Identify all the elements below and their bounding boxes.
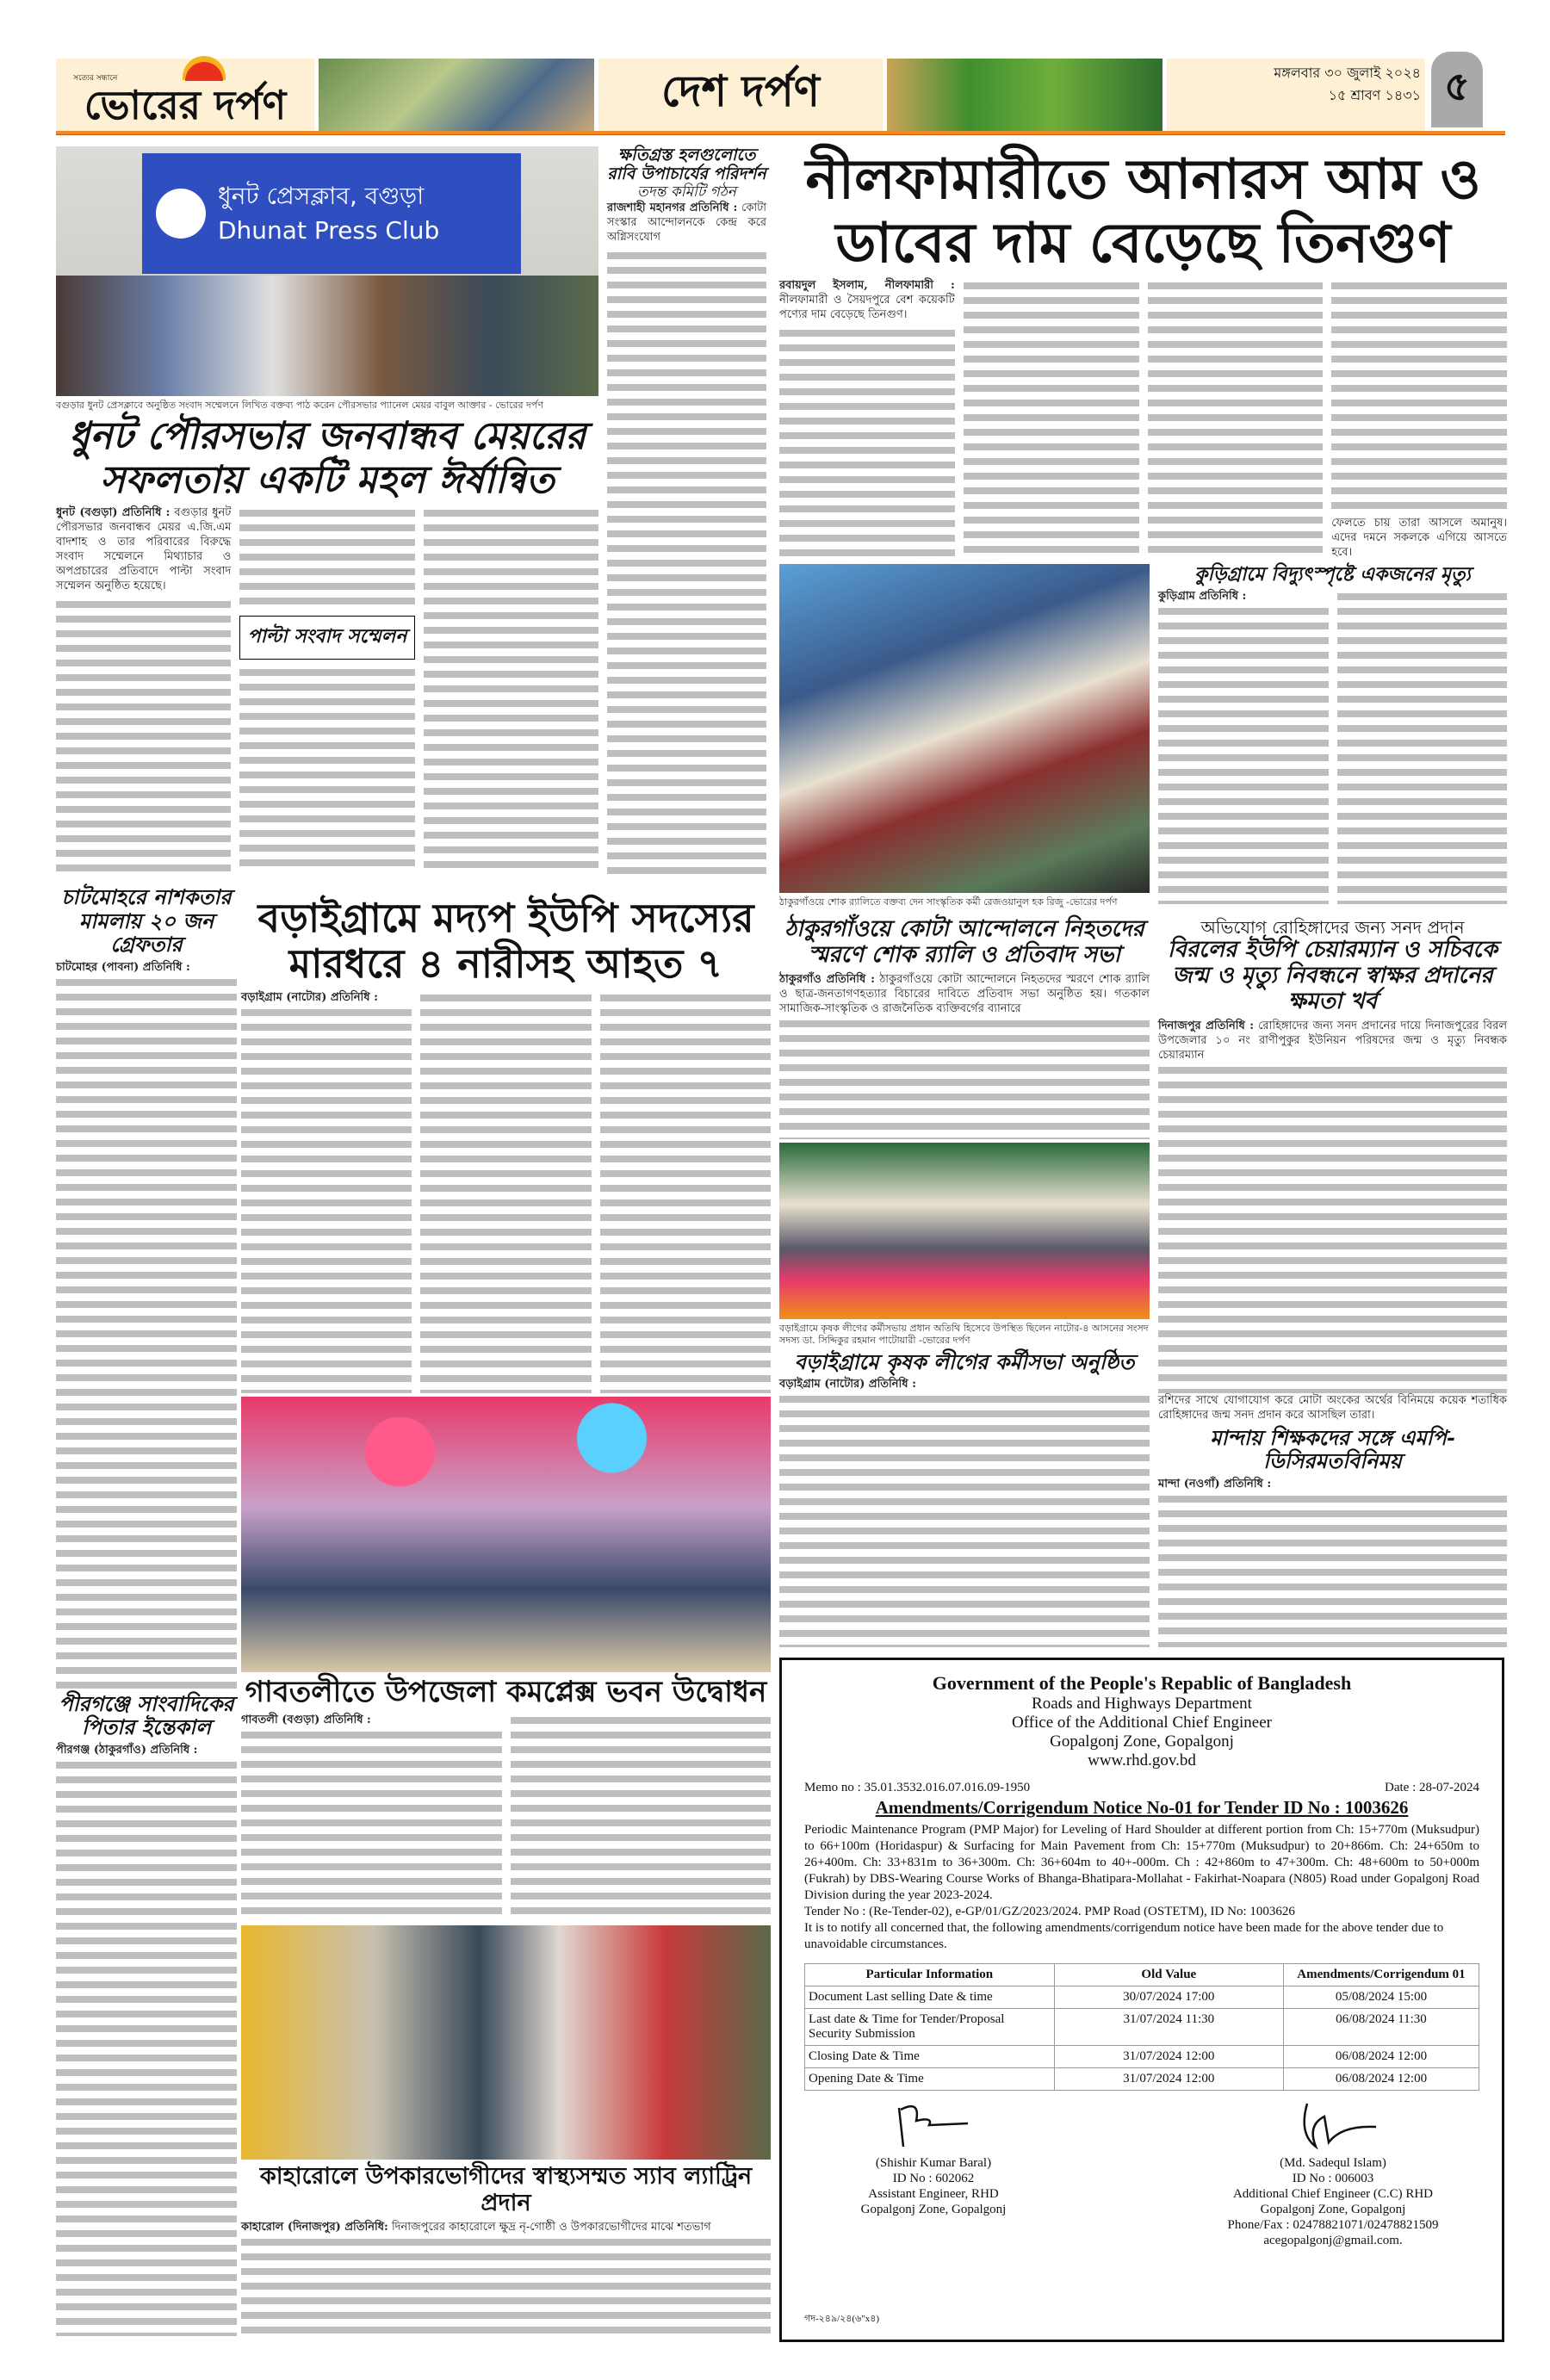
table-row: Closing Date & Time 31/07/2024 12:00 06/08/2024 12:00 [805,2046,1479,2068]
kaharole-body [241,2234,771,2336]
thakurgaon-rally-photo [779,564,1150,893]
gabtali-headline[interactable]: গাবতলীতে উপজেলা কমপ্লেক্স ভবন উদ্বোধন [245,1674,767,1709]
notice-email[interactable]: acegopalgonj@gmail.com. [1263,2234,1403,2247]
left-narrow-column: চাটমোহরে নাশকতার মামলায় ২০ জন গ্রেফতার চাটমোহর (পাবনা) প্রতিনিধি : পীরগঞ্জে সাংবাদিকের পিতার ইন্তেকাল পীরগঞ্জ (ঠাকুরগাঁও) প্রতিনিধি : [56,885,237,2336]
rabi-body-text [607,248,766,874]
gabtali-body-col1 [241,1727,502,1922]
chatmohar-body [56,975,237,1689]
kaharole-headline[interactable]: কাহারোলে উপকারভোগীদের স্বাস্থ্যসম্মত স্যাব ল্যাট্রিন প্রদান [259,2163,753,2217]
kurigram-headline[interactable]: কুড়িগ্রামে বিদ্যুৎস্পৃষ্টে একজনের মৃত্যু [1194,563,1471,586]
krishak-body [779,1391,1150,1647]
thakurgaon-krishak-column: ঠাকুরগাঁওয়ে কোটা আন্দোলনে নিহতদের স্মরণে শোক র‍্যালি ও প্রতিবাদ সভা ঠাকুরগাঁও প্রতিনিধি : ঠাকুরগাঁওয়ে কোটা আন্দোলনে নিহতদের স্মরণে শোক র‍্যালি ও ছাত্র-জনতাগণহত্যার বিচারের দাবিতে প্রতিবাদ সভা অনুষ্ঠিত হয়। গতকাল সামাজিক-সাংস্কৃতিক ও রাজনৈতিক ব্যক্তিবর্গের ব্যানারে বড়াইগ্রামে কৃষক লীগের কর্মীসভায় প্রধান অতিথি হিসেবে উপস্থিত ছিলেন নাটোর-৪ আসনের সংসদ সদস্য ডা. সিদ্দিকুর রহমান পাটোয়ারী -ভোরের দর্পণ বড়াইগ্রামে কৃষক লীগের কর্মীসভা অনুষ্ঠিত বড়াইগ্রাম (নাটোর) প্রতিনিধি : [779,917,1150,1647]
signer-additional-chief-engineer: (Md. Sadequl Islam) ID No : 006003 Additional Chief Engineer (C.C) RHD Gopalgonj Zone, Gopalgonj Phone/Fax : 02478821071/02478821509 acegopalgonj@gmail.com. [1187,2099,1479,2248]
chatmohar-headline[interactable]: চাটমোহরে নাশকতার মামলায় ২০ জন গ্রেফতার [61,884,232,958]
tender-notice: Government of the People's Repablic of Bangladesh Roads and Highways Department Office of the Additional Chief Engineer Gopalgonj Zone, Gopalgonj www.rhd.gov.bd Memo no : 35.01.3532.016.07.016.09-1950 Date : 28-07-2024 Amendments/Corrigendum Notice No-01 for Tender ID No : 1003626 Periodic Maintenance Program (PMP Major) for Leveling of Hard Shoulder at different portion from Ch: 15+770m (Muksudpur) to 66+100m (Horidaspur) & Surfacing for Main Pavement from Ch: 15+770m (Muksudpur) to 20+866m. Ch: 24+650m to 26+400m. Ch: 33+831m to 36+300m. Ch: 36+604m to 40+-000m. Ch : 42+860m to 47+300m. Ch: 48+600m to 50+000m (Fukrah) by DBS-Wearing Course Works of Bhanga-Bhatipara-Mollahat - Fakirhat-Noapara (N805) Road under Gopalgonj Road Division during the year 2023-2024. Tender No : (Re-Tender-02), e-GP/01/GZ/2023/2024. PMP Road (OSTETM), ID No: 1003626 It is to notify all concerned that, the following amendments/corrigendum notice have been made for the above tender due to unavoidable circumstances. Particular Information Old Value Amendments/Corrigendum 01 Document Last selling Date & time 30/07/2024 17:00 05/08/2024 15:00 Last date & Time for Tender/Proposal Security Submission 31/07/2024 11:30 06/08/2024 11:30 Closing Date & Time 31/07/2024 12:00 06/08/2024 12:00 Opening Date & Time 31/07/2024 12:00 06/08/2024 12:00 (Shishir Kumar Baral) ID No : 602062 Assistant Engineer, RHD Gopalgonj Zone, Gopalgonj (Md. Sadequl Islam) ID No : 006003 Additional Chief Engineer (C.C) RHD Gopalgonj Zone, Gopalgonj Phone/Fax : 02478821071/02478821509 acegopalgonj@gmail.com. গদ-২৪৯/২৪(৬"x৪) [779,1658,1504,2342]
krishak-headline[interactable]: বড়াইগ্রামে কৃষক লীগের কর্মীসভা অনুষ্ঠিত [794,1348,1135,1374]
biral-headline[interactable]: বিরলের ইউপি চেয়ারম্যান ও সচিবকে জন্ম ও মৃত্যু নিবন্ধনে স্বাক্ষর প্রদানের ক্ষমতা খর্ব [1167,937,1498,1014]
nilphamari-body-col2 [964,278,1139,560]
dhunat-body-col2a [239,505,414,610]
kurigram-body-col2 [1337,589,1508,904]
table-row: Opening Date & Time 31/07/2024 12:00 06/08/2024 12:00 [805,2068,1479,2091]
baraigram-body-col2 [420,990,591,1393]
nilphamari-headline[interactable]: নীলফামারীতে আনারস আম ও ডাবের দাম বেড়েছে তিনগুণ [805,147,1481,276]
manda-headline[interactable]: মান্দায় শিক্ষকদের সঙ্গে এমপি-ডিসিরমতবিনিময় [1210,1424,1455,1474]
issue-date [1171,62,1421,107]
krishak-league-photo [779,1143,1150,1319]
biral-kicker: অভিযোগ রোহিঙ্গাদের জন্য সনদ প্রদান [1200,917,1465,938]
signature-scribble [1281,2099,1385,2151]
counter-press-box: পাল্টা সংবাদ সম্মেলন [239,616,414,660]
nilphamari-story: নীলফামারীতে আনারস আম ও ডাবের দাম বেড়েছে তিনগুণ রবায়দুল ইসলাম, নীলফামারী : নীলফামারী ও সৈয়দপুরে বেশ কয়েকটি পণ্যের দাম বেড়েছে তিনগুণ। ফেলতে চায় তারা আসলে অমানুষ। এদের দমনে সকলকে এগিয়ে আসতে হবে। [779,147,1507,559]
press-club-banner: ধুনট প্রেসক্লাব, বগুড়া Dhunat Press Club [142,153,521,274]
gabtali-body-col2 [511,1713,772,1922]
signature-scribble [882,2099,985,2151]
signer-assistant-engineer: (Shishir Kumar Baral) ID No : 602062 Assistant Engineer, RHD Gopalgonj Zone, Gopalgonj [804,2099,1063,2248]
dhunat-press-photo [56,146,598,396]
dhunat-body-col3 [424,505,598,874]
pirganj-headline[interactable]: পীরগঞ্জে সাংবাদিকের পিতার ইন্তেকাল [59,1690,234,1740]
biral-manda-column: অভিযোগ রোহিঙ্গাদের জন্য সনদ প্রদান বিরলের ইউপি চেয়ারম্যান ও সচিবকে জন্ম ও মৃত্যু নিবন্ধনে স্বাক্ষর প্রদানের ক্ষমতা খর্ব দিনাজপুর প্রতিনিধি : রোহিঙ্গাদের জন্য সনদ প্রদানের দায়ে দিনাজপুরের বিরল উপজেলার ১০ নং রাণীপুকুর ইউনিয়ন পরিষদের জন্ম ও মৃত্যু নিবন্ধক চেয়ারম্যান রশিদের সাথে যোগাযোগ করে মোটা অংকের অর্থের বিনিময়ে কয়েক শতাধিক রোহিঙ্গাদের জন্ম সনদ প্রদান করে আসছিল তারা। মান্দায় শিক্ষকদের সঙ্গে এমপি-ডিসিরমতবিনিময় মান্দা (নওগাঁ) প্রতিনিধি : [1158,917,1507,1647]
page-number: ৫ [1431,52,1483,127]
header-rule [56,131,1505,135]
notice-title: Amendments/Corrigendum Notice No-01 for Tender ID No : 1003626 [875,1797,1409,1818]
table-row: Document Last selling Date & time 30/07/2024 17:00 05/08/2024 15:00 [805,1986,1479,2009]
header-photo-collage-left [319,59,594,131]
header-photo-collage-right [887,59,1162,131]
people-seated [56,276,598,396]
nilphamari-body-col4 [1331,278,1507,512]
kurigram-story: কুড়িগ্রামে বিদ্যুৎস্পৃষ্টে একজনের মৃত্যু কুড়িগ্রাম প্রতিনিধি : [1158,564,1507,904]
baraigram-assault-headline[interactable]: বড়াইগ্রামে মদ্যপ ইউপি সদস্যের মারধরে ৪ নারীসহ আহত ৭ [257,895,754,987]
rally-photo-block: ঠাকুরগাঁওয়ে শোক র‍্যালিতে বক্তব্য দেন সাংস্কৃতিক কর্মী রেজওয়ানুল হক রিজু -ভোরের দর্পণ [779,564,1150,908]
rabi-story: ক্ষতিগ্রস্ত হলগুলোতে রাবি উপাচার্যের পরিদর্শন তদন্ত কমিটি গঠন রাজশাহী মহানগর প্রতিনিধি : কোটা সংস্কার আন্দোলনকে কেন্দ্র করে অগ্নিসংযোগ [607,146,766,874]
dhunat-body-col1 [56,597,231,874]
dhunat-story: ধুনট প্রেসক্লাব, বগুড়া Dhunat Press Club বগুড়ার ধুনট প্রেসক্লাবে অনুষ্ঠিত সংবাদ সম্মেলনে লিখিত বক্তব্য পাঠ করেন পৌরসভার প্যানেল মেয়র বাবুল আক্তার - ভোরের দর্পণ ধুনট পৌরসভার জনবান্ধব মেয়রের সফলতায় একটি মহল ঈর্ষান্বিত ধুনট (বগুড়া) প্রতিনিধি : বগুড়ার ধুনট পৌরসভার জনবান্ধব মেয়র এ.জি.এম বাদশাহ ও তার পরিবারের বিরুদ্ধে সংবাদ সম্মেলনে মিথ্যাচার ও অপপ্রচারের প্রতিবাদে পাল্টা সংবাদ সম্মেলন অনুষ্ঠিত হয়েছে। পাল্টা সংবাদ সম্মেলন [56,146,598,874]
dhunat-headline[interactable]: ধুনট পৌরসভার জনবান্ধব মেয়রের সফলতায় একটি মহল ঈর্ষান্বিত [68,414,586,502]
newspaper-logo[interactable]: সত্যের সন্ধানে ভোরের দর্পণ [56,59,314,131]
nilphamari-body-col1 [779,325,955,560]
ad-code: গদ-২৪৯/২৪(৬"x৪) [804,2314,880,2324]
gabtali-inauguration-photo [241,1397,771,1672]
section-title: দেশ দর্পণ [598,59,883,131]
dhunat-body-col2b [239,665,414,874]
notice-website[interactable]: www.rhd.gov.bd [1088,1751,1196,1770]
date-gregorian: মঙ্গলবার ৩০ জুলাই ২০২৪ [1274,65,1421,81]
biral-body [1158,1063,1507,1393]
nilphamari-body-col3 [1148,278,1324,560]
kurigram-body-col1 [1158,604,1329,904]
amendment-table: Particular Information Old Value Amendments/Corrigendum 01 Document Last selling Date & time 30/07/2024 17:00 05/08/2024 15:00 Last date & Time for Tender/Proposal Security Submission 31/07/2024 11:30 06/08/2024 11:30 Closing Date & Time 31/07/2024 12:00 06/08/2024 12:00 Opening Date & Time 31/07/2024 12:00 06/08/2024 12:00 [804,1963,1479,2091]
middle-column: বড়াইগ্রামে মদ্যপ ইউপি সদস্যের মারধরে ৪ নারীসহ আহত ৭ বড়াইগ্রাম (নাটোর) প্রতিনিধি : গাবতলীতে উপজেলা কমপ্লেক্স ভবন উদ্বোধন গাবতলী (বগুড়া) প্রতিনিধি : কাহারোলে উপকারভোগীদের স্বাস্থ্যসম্মত স্যাব ল্যাট্রিন প্রদান কাহারোল (দিনাজপুর) প্রতিনিধি: দিনাজপুরের কাহারোলে ক্ষুদ্র নৃ-গোষ্ঠী ও উপকারভোগীদের মাঝে শতভাগ [241,896,771,2336]
kaharole-latrine-photo [241,1925,771,2160]
date-bangla: ১৫ শ্রাবণ ১৪৩১ [1328,87,1421,103]
press-club-emblem-icon [156,189,206,239]
sun-logo-icon [185,62,223,81]
pirganj-body [56,1757,237,2336]
thakurgaon-headline[interactable]: ঠাকুরগাঁওয়ে কোটা আন্দোলনে নিহতদের স্মরণে শোক র‍্যালি ও প্রতিবাদ সভা [784,916,1144,968]
baraigram-body-col1 [241,1005,412,1393]
table-row: Last date & Time for Tender/Proposal Security Submission 31/07/2024 11:30 06/08/2024 11:30 [805,2009,1479,2046]
dhunat-photo-caption: বগুড়ার ধুনট প্রেসক্লাবে অনুষ্ঠিত সংবাদ সম্মেলনে লিখিত বক্তব্য পাঠ করেন পৌরসভার প্যানেল মেয়র বাবুল আক্তার - ভোরের দর্পণ [56,400,543,411]
manda-body [1158,1491,1507,1647]
thakurgaon-body [779,1016,1150,1139]
baraigram-body-col3 [600,990,771,1393]
